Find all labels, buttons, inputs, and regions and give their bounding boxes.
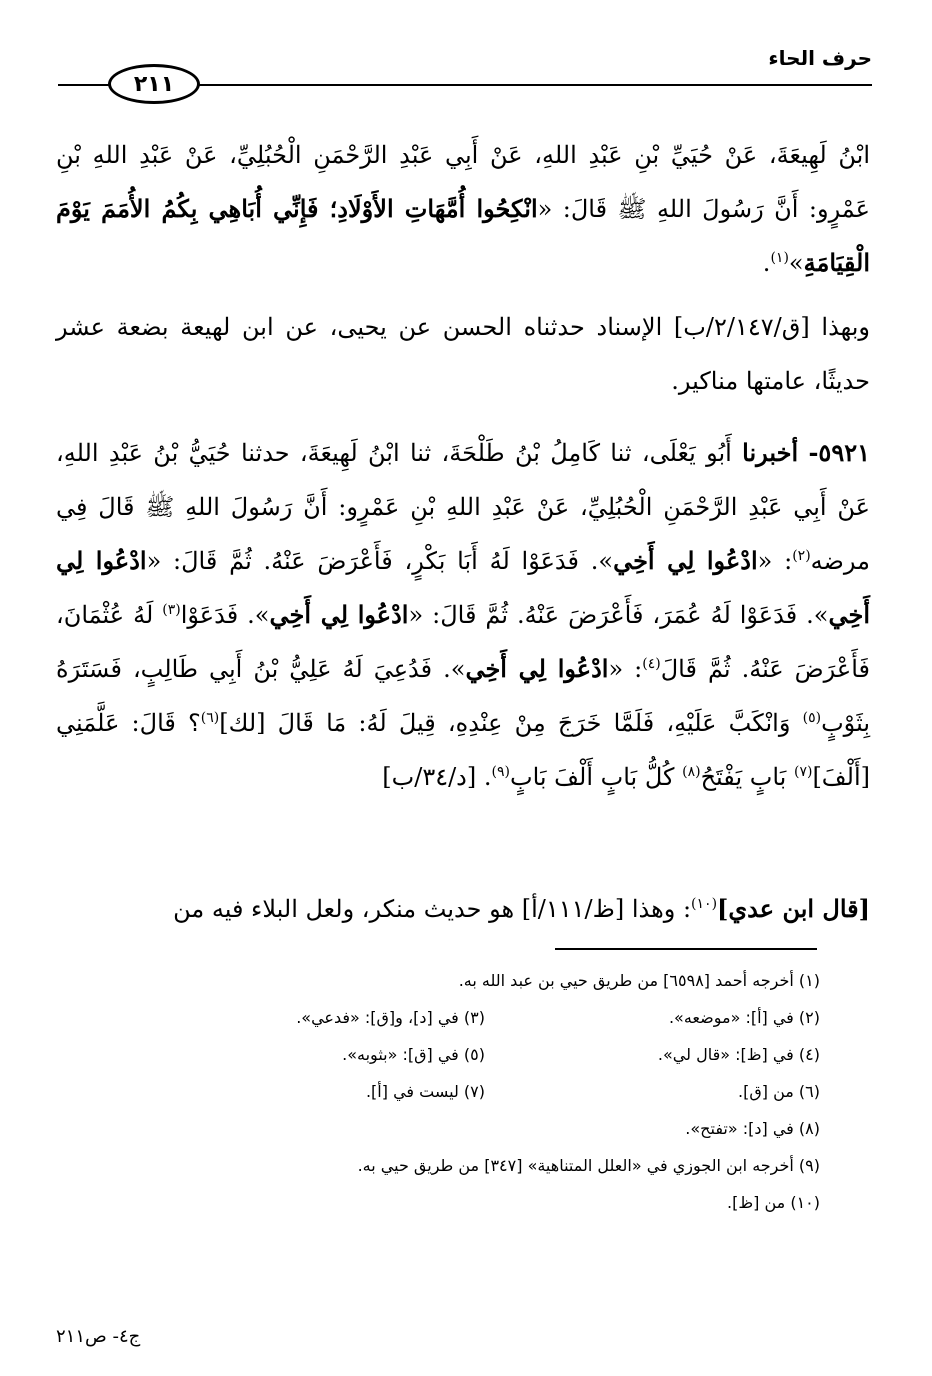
footnote-row: [150, 1036, 820, 1073]
footnote: (٤) في [ظ]: «قال لي».: [657, 1045, 820, 1064]
volume-page-reference: ج٤- ص٢١١: [56, 1326, 141, 1347]
footnote: (٦) من [ق].: [738, 1082, 820, 1101]
page-number-text: ٢١١: [133, 71, 175, 97]
paragraph-1: ابْنُ لَهِيعَةَ، عَنْ حُيَيِّ بْنِ عَبْدِ اللهِ، عَنْ أَبِي عَبْدِ الرَّحْمَنِ الْحُبُلِيِّ، عَنْ عَبْدِ اللهِ بْنِ عَمْرٍو: أَنَّ رَسُولَ اللهِ ﷺ قَالَ: «انْكِحُوا أُمَّهَاتِ الأَوْلَادِ؛ فَإِنِّي أُبَاهِي بِكُمُ الأُمَمَ يَوْمَ الْقِيَامَةِ»$^{(١)}$.: [56, 141, 871, 277]
footnote-row: [150, 1073, 820, 1110]
footnote-row: [150, 1147, 820, 1184]
footnote: (٧) ليست في [أ].: [365, 1082, 485, 1101]
footnote-ref-3: (٣): [162, 602, 181, 618]
footnote: (٢) في [أ]: «موضعه».: [668, 1008, 820, 1027]
footnote-ref-6: (٦): [200, 710, 220, 726]
footnotes: [150, 962, 820, 1221]
footnote-ref-5: (٥): [802, 710, 822, 726]
paragraph-hadith-5921: ٥٩٢١- أخبرنا أَبُو يَعْلَى، ثنا كَامِلُ بْنُ طَلْحَةَ، ثنا ابْنُ لَهِيعَةَ، حدثنا حُيَيُّ بْنُ عَبْدِ اللهِ، عَنْ أَبِي عَبْدِ الرَّحْمَنِ الْحُبُلِيِّ، عَنْ عَبْدِ اللهِ بْنِ عَمْرٍو: أَنَّ رَسُولَ اللهِ ﷺ قَالَ فِي مرضه$^{(٢)}$: «ادْعُوا لِي أَخِي». فَدَعَوْا لَهُ أَبَا بَكْرٍ، فَأَعْرَضَ عَنْهُ. ثُمَّ قَالَ: «ادْعُوا لِي أَخِي». فَدَعَوْا لَهُ عُمَرَ، فَأَعْرَضَ عَنْهُ. ثُمَّ قَالَ: «ادْعُوا لِي أَخِي». فَدَعَوْا$^{(٣)}$ لَهُ عُثْمَانَ، فَأَعْرَضَ عَنْهُ. ثُمَّ قَالَ$^{(٤)}$: «ادْعُوا لِي أَخِي». فَدُعِيَ لَهُ عَلِيُّ بْنُ أَبِي طَالِبٍ، فَسَتَرَهُ بِثَوْبٍ$^{(٥)}$ وَانْكَبَّ عَلَيْهِ، فَلَمَّا خَرَجَ مِنْ عِنْدِهِ، قِيلَ لَهُ: مَا قَالَ [لك]$^{(٦)}$؟ قَالَ: عَلَّمَنِي [أَلْفَ]$^{(٧)}$ بَابٍ يَفْتَحُ$^{(٨)}$ كُلُّ بَابٍ أَلْفَ بَابٍ$^{(٩)}$. [د/٣٤/ب]: [56, 438, 871, 791]
footnote: (١٠) من [ظ].: [727, 1193, 820, 1212]
footnote-ref-7: (٧): [793, 764, 813, 780]
footnote-separator: [555, 948, 817, 950]
running-title: حرف الحاء: [768, 46, 872, 70]
footnote-ref-9: (٩): [491, 764, 510, 780]
page-number: [108, 64, 200, 104]
footnote-ref-1: (١): [770, 250, 789, 266]
footnote: (٥) في [ق]: «بثوبه».: [342, 1045, 485, 1064]
footnote-ref-10: (١٠): [691, 896, 718, 912]
footnote-ref-4: (٤): [642, 656, 661, 672]
paragraph-ibn-adi: [قال ابن عدي]$^{(١٠)}$: وهذا [ظ/١١١/أ] هو حديث منكر، ولعل البلاء فيه من: [173, 894, 870, 923]
footnote-row: [150, 962, 820, 999]
footnote-row: [150, 1184, 820, 1221]
footnote: (٩) أخرجه ابن الجوزي في «العلل المتناهية» [٣٤٧] من طريق حيي به.: [357, 1156, 820, 1175]
footnote-row: [150, 1110, 820, 1147]
akhbarana: أخبرنا: [742, 438, 799, 467]
footnote-row: [150, 999, 820, 1036]
hadith-number: ٥٩٢١-: [808, 438, 870, 467]
hadith-matn: انْكِحُوا أُمَّهَاتِ الأَوْلَادِ؛ فَإِنِّي أُبَاهِي بِكُمُ الأُمَمَ يَوْمَ الْقِيَامَةِ: [56, 194, 870, 277]
footnote: (٨) في [د]: «تفتح».: [685, 1119, 820, 1138]
paragraph-2: وبهذا [ق/٢/١٤٧/ب] الإسناد حدثناه الحسن عن يحيى، عن ابن لهيعة بضعة عشر حديثًا، عامتها مناكير.: [56, 313, 870, 395]
footnote-ref-2: (٢): [792, 548, 811, 564]
footnote: (١) أخرجه أحمد [٦٥٩٨] من طريق حيي بن عبد الله به.: [458, 971, 820, 990]
footnote-ref-8: (٨): [682, 764, 701, 780]
footnote: (٣) في [د]، و[ق]: «فدعي».: [296, 1008, 485, 1027]
